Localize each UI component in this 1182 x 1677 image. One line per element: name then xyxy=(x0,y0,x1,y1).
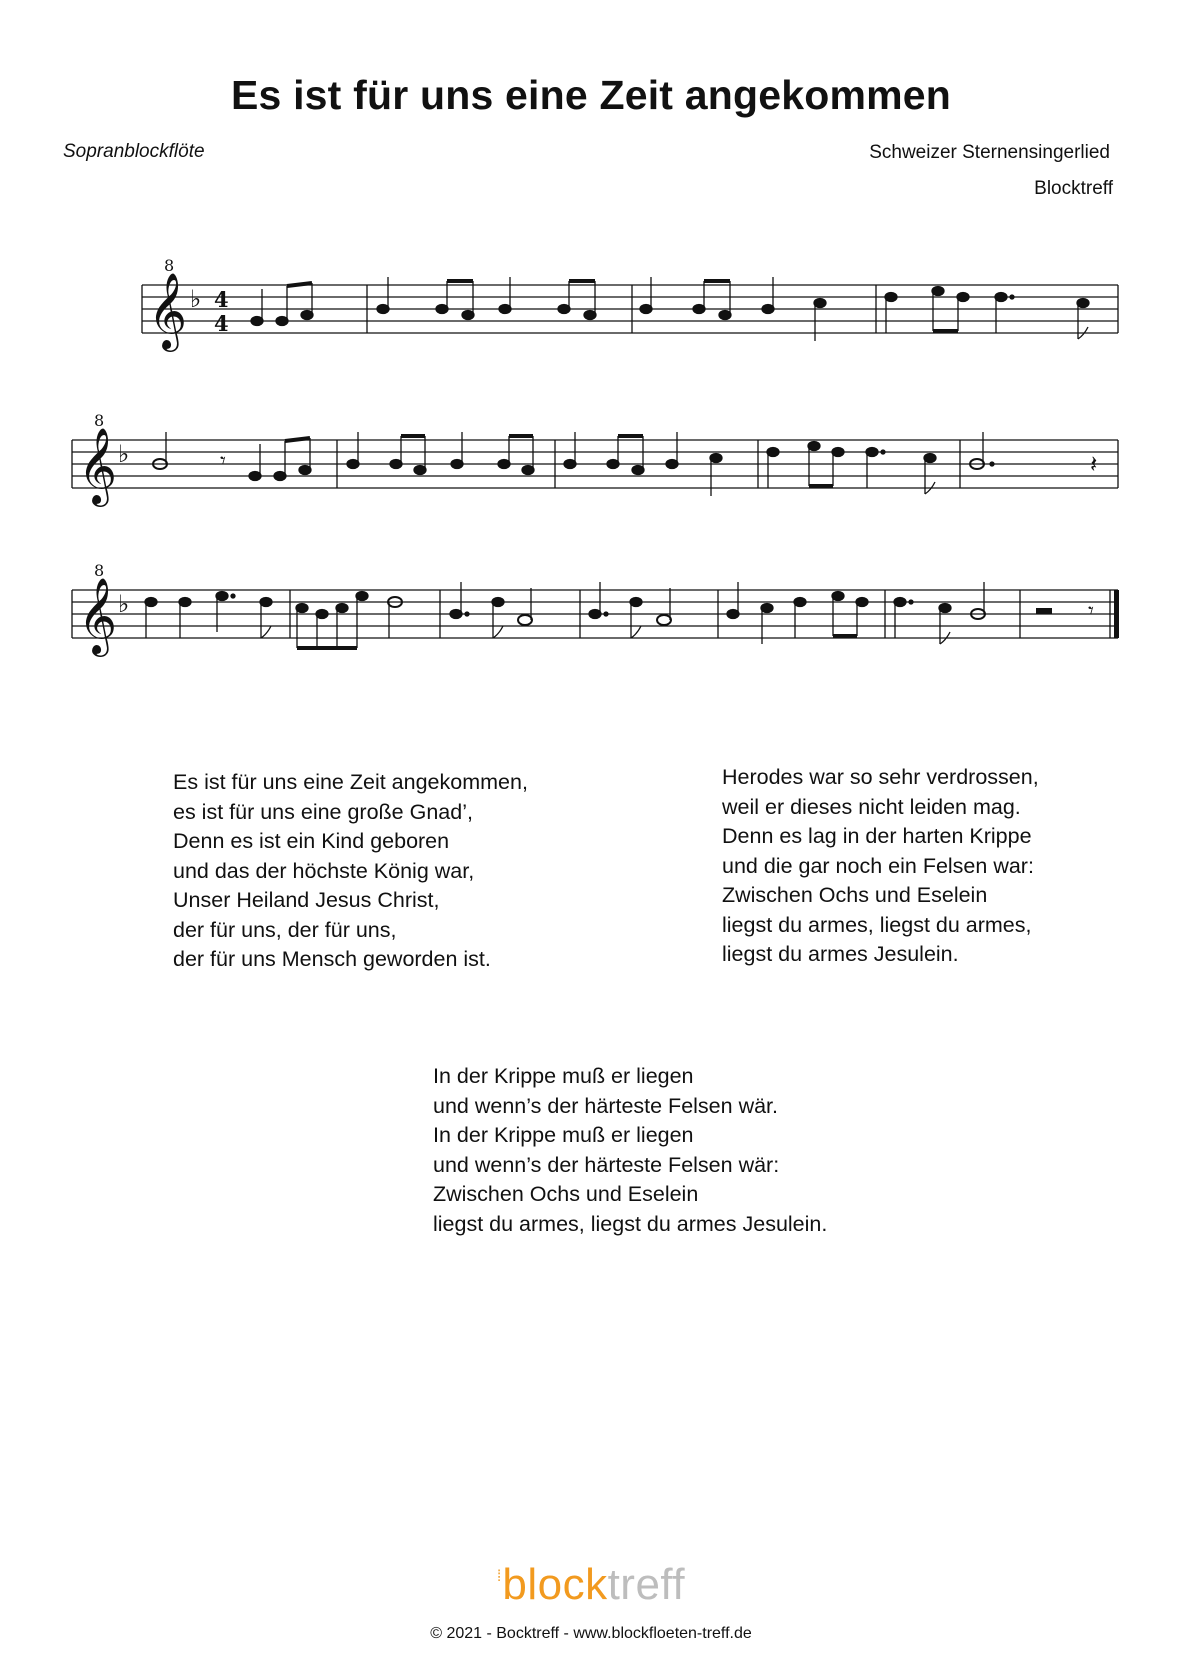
ottava-mark: 8 xyxy=(164,256,175,275)
verse-line: Denn es lag in der harten Krippe xyxy=(722,824,1032,848)
verse-line: Herodes war so sehr verdrossen, xyxy=(722,765,1039,789)
origin-label: Schweizer Sternensingerlied xyxy=(869,142,1110,163)
verse-line: und die gar noch ein Felsen war: xyxy=(722,853,1034,878)
logo-text-treff: treff xyxy=(607,1560,686,1609)
eighth-rest-icon: 𝄾 xyxy=(1088,599,1094,624)
logo-text-block: block xyxy=(502,1560,608,1609)
ottava-mark: 8 xyxy=(94,561,105,580)
measure xyxy=(767,442,936,495)
verse-line: In der Krippe muß er liegen xyxy=(433,1064,694,1088)
treble-clef-icon: 𝄞 xyxy=(78,577,118,654)
measure xyxy=(296,592,402,649)
instrument-label: Sopranblockflöte xyxy=(63,141,205,162)
final-barline xyxy=(1114,590,1119,638)
measure xyxy=(153,432,311,481)
staff-system-3 xyxy=(72,561,1119,657)
treble-clef-icon: 𝄞 xyxy=(78,427,118,504)
verse-line: liegst du armes, liegst du armes Jesulein. xyxy=(433,1211,828,1236)
flat-icon: ♭ xyxy=(190,285,202,313)
verse-line: der für uns, der für uns, xyxy=(173,917,397,942)
measure xyxy=(1036,599,1094,624)
verse-line: und wenn’s der härteste Felsen wär. xyxy=(433,1093,778,1118)
eighth-rest-icon: 𝄾 xyxy=(220,449,226,474)
time-signature-lower: 4 xyxy=(214,311,229,336)
verse-line: In der Krippe muß er liegen xyxy=(433,1123,694,1147)
measure xyxy=(377,277,596,320)
staff-system-1 xyxy=(142,256,1118,352)
half-rest-icon xyxy=(1036,608,1052,614)
staff-lines xyxy=(142,285,1118,333)
verse-line: und das der höchste König war, xyxy=(173,858,475,883)
verse-line: der für uns Mensch geworden ist. xyxy=(173,947,491,971)
flat-icon: ♭ xyxy=(118,590,130,618)
verse-3 xyxy=(433,1062,827,1239)
verse-line: liegst du armes, liegst du armes, xyxy=(722,912,1032,937)
verse-2 xyxy=(722,763,1039,970)
song-title: Es ist für uns eine Zeit angekommen xyxy=(230,72,952,118)
time-signature-icon: 4 xyxy=(214,287,229,312)
quarter-rest-icon: 𝄽 xyxy=(1090,450,1098,478)
measure xyxy=(894,582,985,644)
arranger-label: Blocktreff xyxy=(1034,178,1113,199)
blocktreff-logo xyxy=(0,1560,1182,1610)
measure xyxy=(145,592,272,639)
verse-line: Unser Heiland Jesus Christ, xyxy=(173,888,440,912)
verse-line: weil er dieses nicht leiden mag. xyxy=(722,794,1021,819)
treble-clef-icon: 𝄞 xyxy=(148,272,188,349)
staff-lines xyxy=(72,440,1118,488)
measure xyxy=(347,432,534,475)
measure xyxy=(970,432,1097,478)
copyright-line: © 2021 - Bocktreff - www.blockfloeten-treff.de xyxy=(430,1625,752,1642)
verse-line: und wenn’s der härteste Felsen wär: xyxy=(433,1152,780,1177)
verse-line: Denn es ist ein Kind geboren xyxy=(173,829,450,853)
verse-line: Zwischen Ochs und Eselein xyxy=(433,1182,699,1206)
verse-line: Zwischen Ochs und Eselein xyxy=(722,883,988,907)
verse-1 xyxy=(173,768,528,975)
measure xyxy=(727,582,868,644)
verse-line: liegst du armes Jesulein. xyxy=(722,942,959,966)
measure xyxy=(251,283,313,326)
logo-dots-icon: ⁞ xyxy=(496,1568,503,1585)
verse-line: es ist für uns eine große Gnad’, xyxy=(173,799,473,824)
verse-line: Es ist für uns eine Zeit angekommen, xyxy=(173,770,528,794)
staff-system-2 xyxy=(72,411,1118,507)
ottava-mark: 8 xyxy=(94,411,105,430)
measure xyxy=(885,287,1089,340)
flat-icon: ♭ xyxy=(118,440,130,468)
